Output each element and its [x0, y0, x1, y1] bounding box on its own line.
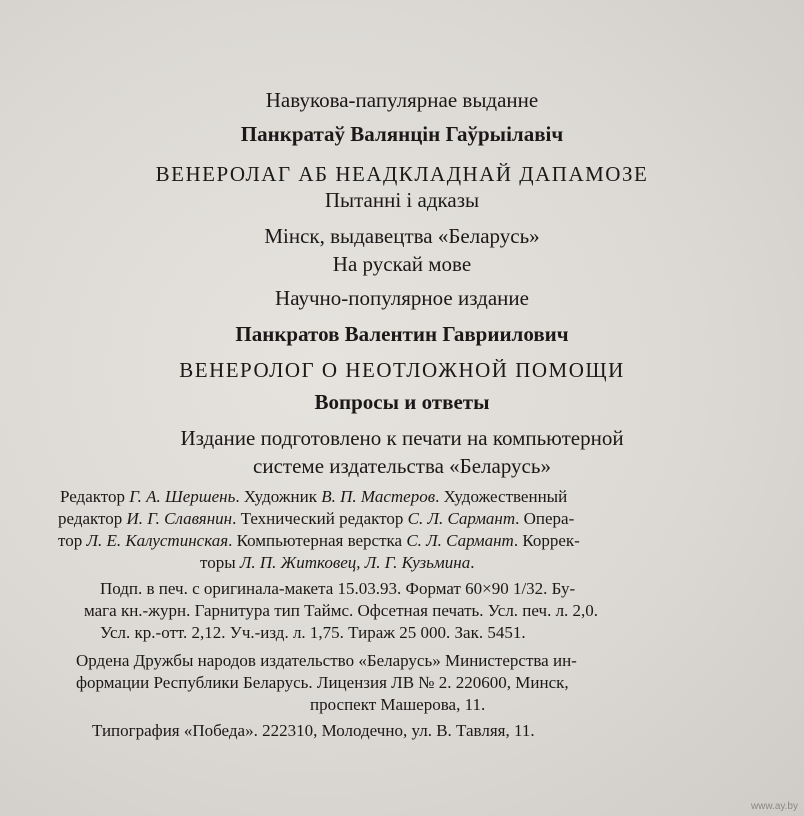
ru-note-line1: Издание подготовлено к печати на компьютерной [180, 426, 624, 450]
credits-line4 [200, 554, 474, 571]
ru-title: ВЕНЕРОЛОГ О НЕОТЛОЖНОЙ ПОМОЩИ [179, 358, 625, 382]
by-language: На рускай мове [332, 252, 472, 276]
by-subtitle: Пытанні і адказы [324, 188, 480, 212]
credits-text: тор [58, 531, 87, 550]
ru-author: Панкратов Валентин Гавриилович [235, 322, 569, 346]
credits-text: . Коррек- [513, 531, 580, 550]
credits-name: Л. П. Житковец, Л. Г. Кузьмина [239, 553, 471, 572]
credits-name: Л. Е. Калустинская [86, 531, 229, 550]
credits-line2 [58, 510, 574, 527]
printer-line: Типография «Победа». 222310, Молодечно, ул. В. Тавляя, 11. [92, 721, 535, 740]
credits-text: Редактор [60, 487, 130, 506]
credits-line3 [58, 532, 580, 549]
print-info-line2: мага кн.-журн. Гарнитура тип Таймс. Офсетная печать. Усл. печ. л. 2,0. [84, 601, 599, 620]
credits-text: . Художник [235, 487, 322, 506]
watermark: www.ay.by [750, 801, 798, 812]
credits-text: торы [200, 553, 240, 572]
credits-name: С. Л. Сармант [407, 509, 516, 528]
publisher-info-line3: проспект Машерова, 11. [310, 695, 486, 714]
credits-name: В. П. Мастеров [321, 487, 436, 506]
credits-text: . Технический редактор [232, 509, 408, 528]
print-info-line3: Усл. кр.-отт. 2,12. Уч.-изд. л. 1,75. Тираж 25 000. Зак. 5451. [100, 623, 526, 642]
credits-name: С. Л. Сармант [406, 531, 514, 550]
by-author: Панкратаў Валянцін Гаўрыілавіч [240, 122, 564, 146]
ru-subtitle: Вопросы и ответы [314, 390, 490, 414]
by-edition-type: Навукова-папулярнае выданне [265, 88, 539, 112]
credits-line1 [60, 488, 567, 505]
credits-name: Г. А. Шершень [129, 487, 236, 506]
credits-text: . Опера- [515, 509, 575, 528]
credits-text: . Компьютерная верстка [228, 531, 407, 550]
print-info-line1: Подп. в печ. с оригинала-макета 15.03.93. Формат 60×90 1/32. Бу- [100, 579, 576, 598]
credits-text: . [470, 553, 475, 572]
ru-edition-type: Научно-популярное издание [275, 286, 529, 310]
credits-text: редактор [58, 509, 127, 528]
publisher-info-line2: формации Республики Беларусь. Лицензия ЛВ № 2. 220600, Минск, [76, 673, 569, 692]
by-title: ВЕНЕРОЛАГ АБ НЕАДКЛАДНАЙ ДАПАМОЗЕ [155, 162, 649, 186]
credits-text: . Художественный [435, 487, 568, 506]
credits-name: И. Г. Славянин [126, 509, 233, 528]
publisher-info-line1: Ордена Дружбы народов издательство «Беларусь» Министерства ин- [76, 651, 577, 670]
by-publisher: Мінск, выдавецтва «Беларусь» [264, 224, 540, 248]
ru-note-line2: системе издательства «Беларусь» [253, 454, 551, 478]
